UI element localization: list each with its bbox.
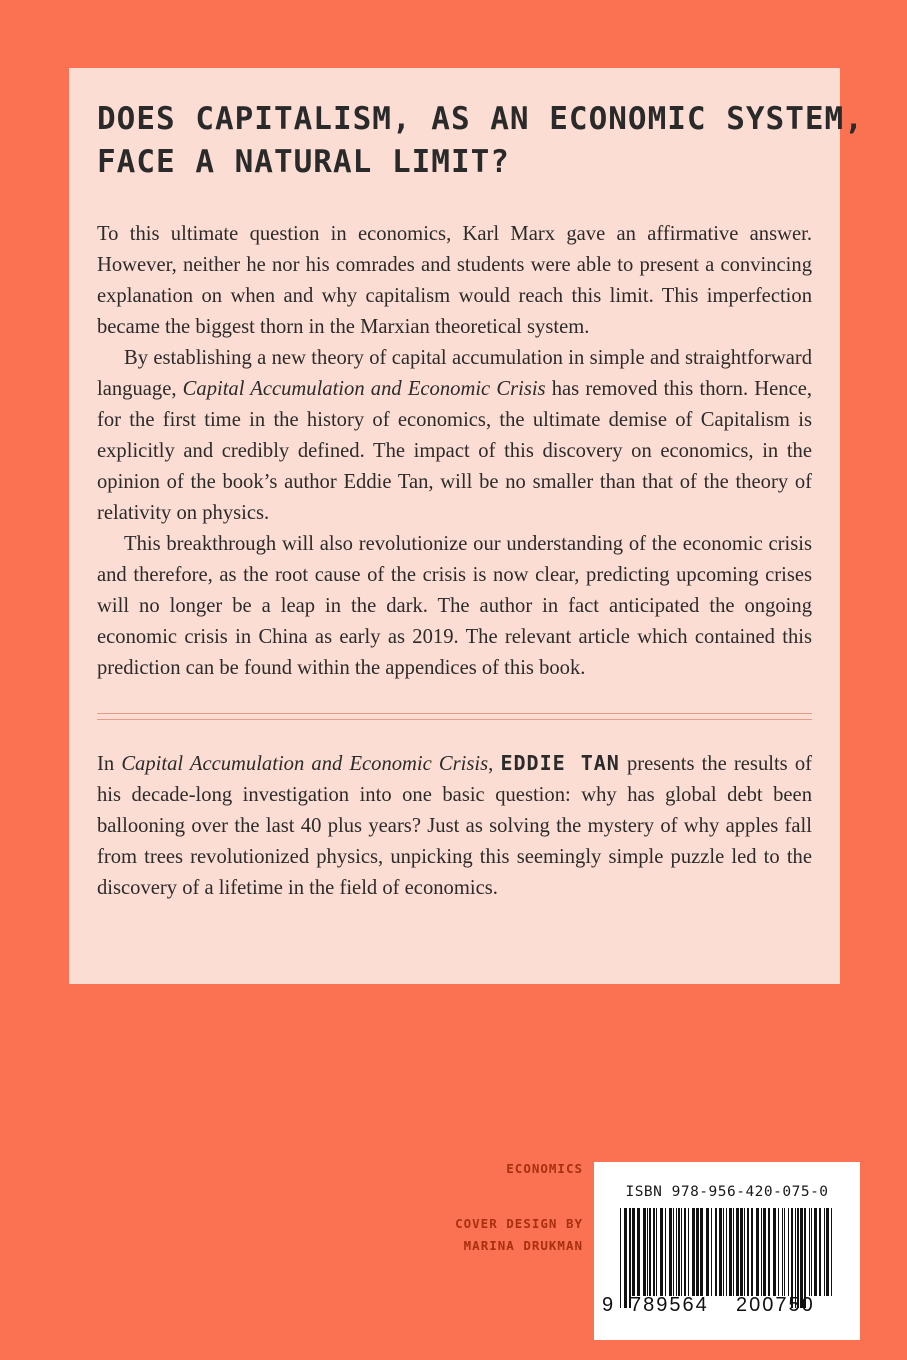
- barcode-bar: [620, 1208, 621, 1308]
- barcode-bar: [673, 1208, 674, 1296]
- paragraph-2-intro: By establishing a new theory of capital accumulation in simple and straightforward language,: [97, 347, 812, 400]
- barcode-bar: [637, 1208, 640, 1296]
- barcode-bar: [629, 1208, 631, 1308]
- barcode-bar: [809, 1208, 810, 1296]
- barcode-bar: [763, 1208, 766, 1296]
- barcode-bar: [768, 1208, 770, 1296]
- cover-design-credit: [455, 1213, 583, 1257]
- barcode-bar: [665, 1208, 666, 1296]
- headline: [97, 98, 864, 184]
- barcode-bar: [811, 1208, 812, 1296]
- isbn-label: ISBN 978-956-420-075-0: [625, 1184, 829, 1200]
- barcode-bar: [797, 1208, 799, 1308]
- design-credit-line-2: MARINA DRUKMAN: [463, 1238, 583, 1253]
- barcode-bar: [660, 1208, 663, 1296]
- barcode-bar: [824, 1208, 825, 1296]
- bio-rest: presents the results of his decade-long investigation into one basic question: why has global debt been ballooning over the last 40 plus years? Just as solving the mystery of why apples fall from trees revolutionized physics, unpicking this seemingly simple puzzle led to the discovery of a lifetime in the field of economics.: [97, 753, 812, 899]
- headline-line-2: FACE A NATURAL LIMIT?: [97, 144, 510, 180]
- bio-paragraph: [97, 748, 812, 904]
- barcode-lead-digit: 9: [602, 1294, 614, 1316]
- barcode-bar: [804, 1208, 806, 1308]
- barcode-bar: [684, 1208, 686, 1296]
- barcode-digits-left: 789564: [630, 1294, 709, 1316]
- barcode-bar: [649, 1208, 651, 1296]
- headline-line-1: DOES CAPITALISM, AS AN ECONOMIC SYSTEM,: [97, 101, 864, 137]
- barcode-bar: [692, 1208, 695, 1296]
- barcode-bar: [814, 1208, 817, 1296]
- barcode-bar: [826, 1208, 829, 1296]
- barcode-bars: [618, 1208, 838, 1308]
- blurb-body: [97, 219, 812, 684]
- barcode-bar: [688, 1208, 689, 1296]
- paragraph-3: This breakthrough will also revolutionize our understanding of the economic crisis and therefore, as the root cause of the crisis is now clear, predicting upcoming crises will no longer be a leap in the dark. The author in fact anticipated the ongoing economic crisis in China as early as 2019. The relevant article which contained this prediction can be found within the appendices of this book.: [97, 533, 812, 679]
- barcode-bar: [715, 1208, 717, 1296]
- paragraph-1: To this ultimate question in economics, Karl Marx gave an affirmative answer. However, neither he nor his comrades and students were able to present a convincing explanation on when and why capitalism would reach this limit. This imperfection became the biggest thorn in the Marxian theoretical system.: [97, 223, 812, 338]
- barcode-bar: [744, 1208, 745, 1296]
- barcode-bar: [819, 1208, 821, 1296]
- barcode-bar: [729, 1208, 732, 1296]
- barcode-bar: [696, 1208, 699, 1296]
- barcode-bar: [795, 1208, 796, 1308]
- barcode-bar: [784, 1208, 785, 1296]
- barcode-bar: [782, 1208, 783, 1296]
- design-credit-line-1: COVER DESIGN BY: [455, 1216, 583, 1231]
- barcode-bar: [676, 1208, 677, 1296]
- isbn-barcode: [594, 1162, 860, 1340]
- barcode-bar: [681, 1208, 682, 1296]
- barcode-bar: [726, 1208, 727, 1296]
- bio-comma: ,: [488, 753, 501, 775]
- barcode-bar: [756, 1208, 759, 1296]
- barcode-bar: [751, 1208, 753, 1296]
- barcode-bar: [700, 1208, 703, 1296]
- barcode-bar: [733, 1208, 734, 1296]
- barcode-digits-right: 200750: [736, 1294, 815, 1316]
- barcode-bar: [653, 1208, 655, 1296]
- barcode-bar: [624, 1208, 627, 1308]
- barcode-bar: [678, 1208, 680, 1296]
- category-label: ECONOMICS: [506, 1161, 583, 1176]
- author-bio: [97, 748, 812, 904]
- barcode-bar: [773, 1208, 776, 1296]
- double-divider: [97, 713, 812, 720]
- barcode-bar: [736, 1208, 739, 1296]
- bio-intro: In: [97, 753, 122, 775]
- barcode-bar: [831, 1208, 832, 1296]
- author-name: EDDIE TAN: [500, 751, 620, 775]
- barcode-bar: [747, 1208, 749, 1296]
- barcode-bar: [800, 1208, 803, 1308]
- barcode-bar: [711, 1208, 712, 1296]
- barcode-bar: [632, 1208, 635, 1296]
- barcode-bar: [761, 1208, 762, 1296]
- barcode-bar: [778, 1208, 779, 1296]
- paragraph-2-rest: has removed this thorn. Hence, for the first time in the history of economics, the ultimate demise of Capitalism is explicitly and credibly defined. The impact of this discovery on economics, in the opinion of the book’s author Eddie Tan, will be no smaller than that of the theory of relativity on physics.: [97, 378, 813, 524]
- barcode-bar: [647, 1208, 648, 1296]
- barcode-bar: [791, 1208, 793, 1308]
- barcode-bar: [788, 1208, 789, 1296]
- barcode-bar: [643, 1208, 646, 1296]
- barcode-bar: [656, 1208, 657, 1296]
- barcode-bar: [723, 1208, 724, 1296]
- barcode-bar: [740, 1208, 743, 1296]
- barcode-bar: [669, 1208, 672, 1296]
- bio-book-title: Capital Accumulation and Economic Crisis: [121, 753, 489, 775]
- barcode-bar: [719, 1208, 722, 1296]
- barcode-bar: [706, 1208, 709, 1296]
- paragraph-2: [97, 343, 812, 529]
- blurb-panel: [69, 68, 864, 984]
- book-title: Capital Accumulation and Economic Crisis: [182, 378, 546, 400]
